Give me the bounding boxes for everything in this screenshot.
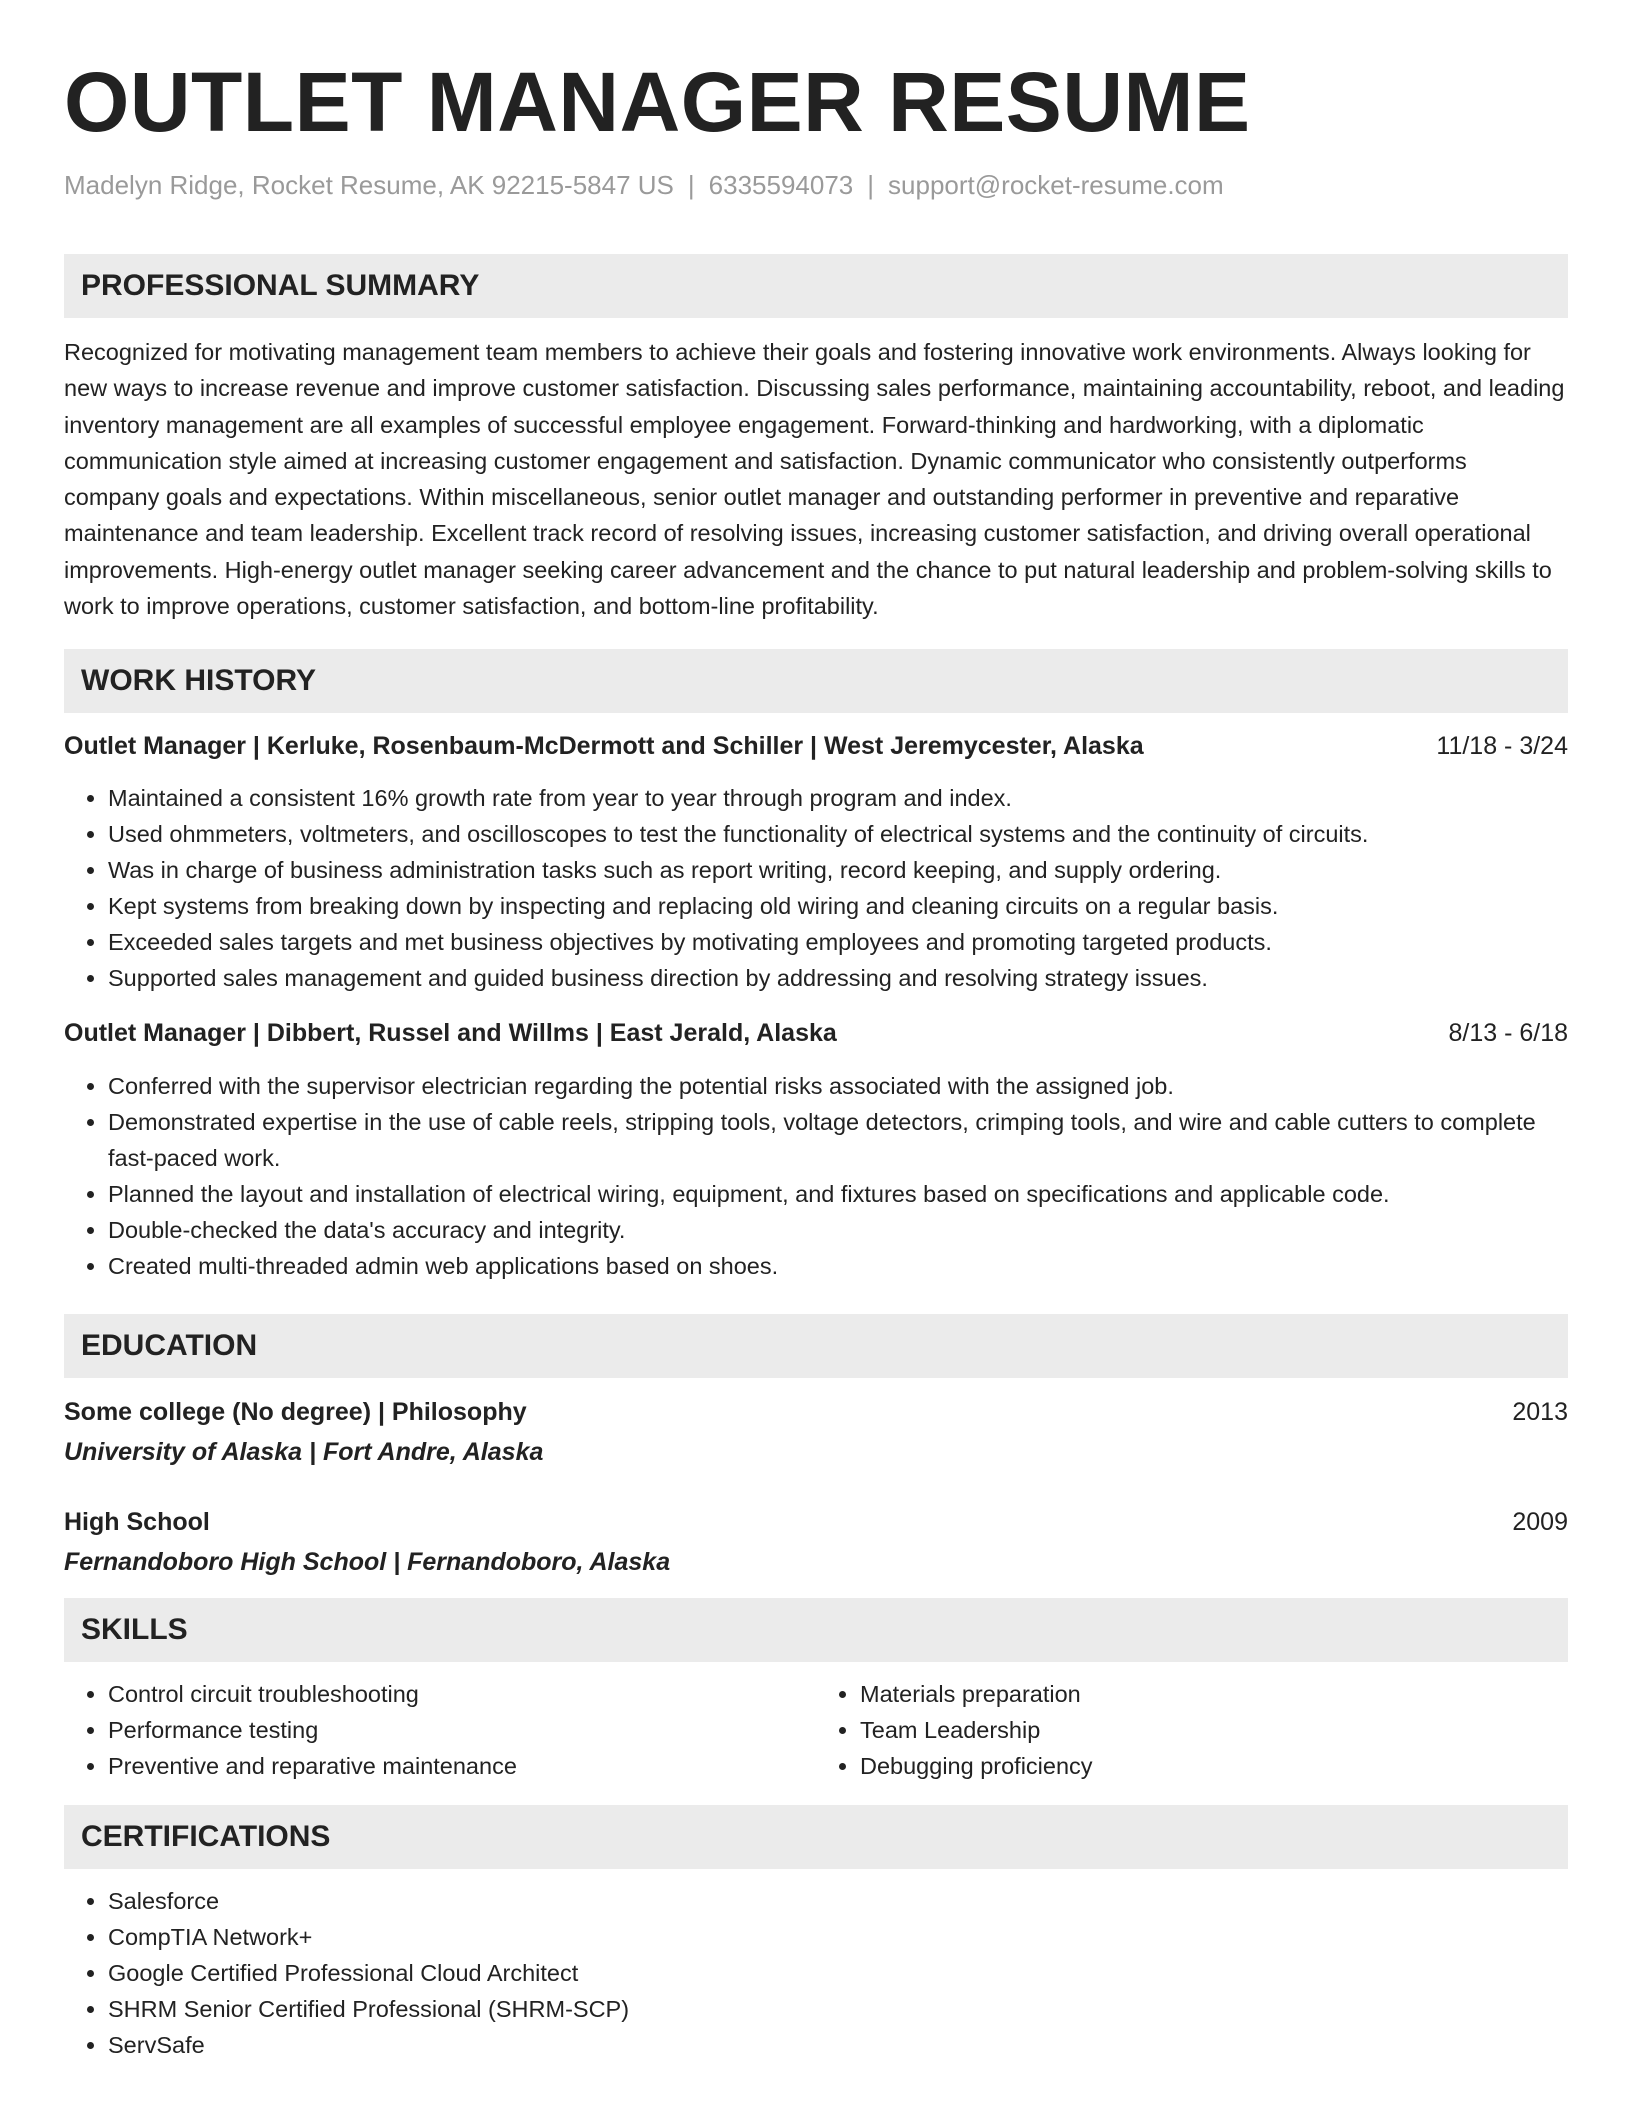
job-dates: 11/18 - 3/24 <box>1436 732 1568 761</box>
skill-item: • Performance testing <box>108 1712 816 1748</box>
job-bullet: • Demonstrated expertise in the use of cable reels, stripping tools, voltage detectors, crimping tools, and wire and cable cutters to complete fast-paced work. <box>108 1104 1568 1176</box>
certification-item: • Salesforce <box>108 1883 1568 1919</box>
job-bullet: • Kept systems from breaking down by inspecting and replacing old wiring and cleaning circuits on a regular basis. <box>108 888 1568 924</box>
job-entry <box>64 1016 1568 1284</box>
job-bullet: • Maintained a consistent 16% growth rate from year to year through program and index. <box>108 780 1568 816</box>
resume-title: OUTLET MANAGER RESUME <box>64 55 1251 149</box>
job-bullet: • Exceeded sales targets and met business objectives by motivating employees and promoting targeted products. <box>108 924 1568 960</box>
certification-item: • ServSafe <box>108 2027 1568 2063</box>
job-entry <box>64 729 1568 996</box>
job-bullet: • Was in charge of business administration tasks such as report writing, record keeping, and supply ordering. <box>108 852 1568 888</box>
section-heading-certifications: CERTIFICATIONS <box>64 1805 1568 1869</box>
job-bullet: • Supported sales management and guided business direction by addressing and resolving strategy issues. <box>108 960 1568 996</box>
job-bullets <box>64 780 1568 996</box>
job-bullet: • Used ohmmeters, voltmeters, and oscilloscopes to test the functionality of electrical systems and the continuity of circuits. <box>108 816 1568 852</box>
section-heading-skills: SKILLS <box>64 1598 1568 1662</box>
contact-address: Madelyn Ridge, Rocket Resume, AK 92215-5847 US <box>64 170 674 200</box>
job-bullet: • Planned the layout and installation of electrical wiring, equipment, and fixtures based on specifications and applicable code. <box>108 1176 1568 1212</box>
job-bullet: • Created multi-threaded admin web applications based on shoes. <box>108 1248 1568 1284</box>
job-title: Outlet Manager | Kerluke, Rosenbaum-McDermott and Schiller | West Jeremycester, Alaska <box>64 732 1144 761</box>
skills-list-right <box>816 1676 1568 1784</box>
contact-line <box>64 168 1568 202</box>
job-bullets <box>64 1068 1568 1284</box>
education-school: Fernandoboro High School | Fernandoboro, Alaska <box>64 1548 671 1577</box>
summary-text: Recognized for motivating management team members to achieve their goals and fostering innovative work environments. Always looking for new ways to increase revenue and improve customer satisfaction. Discussing sales performance, maintaining accountability, reboot, and leading inventory management are all examples of successful employee engagement. Forward-thinking and hardworking, with a diplomatic communication style aimed at increasing customer engagement and satisfaction. Dynamic communicator who consistently outperforms company goals and expectations. Within miscellaneous, senior outlet manager and outstanding performer in preventive and reparative maintenance and team leadership. Excellent track record of resolving issues, increasing customer satisfaction, and driving overall operational improvements. High-energy outlet manager seeking career advancement and the chance to put natural leadership and problem-solving skills to work to improve operations, customer satisfaction, and bottom-line profitability. <box>64 339 1565 620</box>
contact-phone: 6335594073 <box>708 170 854 200</box>
certification-item: • CompTIA Network+ <box>108 1919 1568 1955</box>
skill-item: • Materials preparation <box>860 1676 1568 1712</box>
education-header <box>64 1505 1568 1539</box>
contact-separator: | <box>687 170 695 200</box>
job-bullet: • Double-checked the data's accuracy and integrity. <box>108 1212 1568 1248</box>
education-degree: Some college (No degree) | Philosophy <box>64 1398 527 1427</box>
certifications-list <box>64 1883 1568 2063</box>
skills-list-left <box>64 1676 816 1784</box>
skill-item: • Debugging proficiency <box>860 1748 1568 1784</box>
certification-item: • Google Certified Professional Cloud Architect <box>108 1955 1568 1991</box>
education-entry <box>64 1395 1568 1469</box>
job-bullet: • Conferred with the supervisor electrician regarding the potential risks associated with the assigned job. <box>108 1068 1568 1104</box>
job-header <box>64 729 1568 763</box>
skills-grid <box>64 1676 1568 1784</box>
section-heading-education: EDUCATION <box>64 1314 1568 1378</box>
job-header <box>64 1016 1568 1050</box>
skill-item: • Control circuit troubleshooting <box>108 1676 816 1712</box>
education-header <box>64 1395 1568 1429</box>
education-school: University of Alaska | Fort Andre, Alaska <box>64 1438 544 1467</box>
skill-item: • Team Leadership <box>860 1712 1568 1748</box>
certification-item: • SHRM Senior Certified Professional (SHRM-SCP) <box>108 1991 1568 2027</box>
education-year: 2009 <box>1512 1508 1568 1537</box>
section-heading-work-history: WORK HISTORY <box>64 649 1568 713</box>
contact-separator: | <box>867 170 875 200</box>
contact-email: support@rocket-resume.com <box>888 170 1224 200</box>
education-year: 2013 <box>1512 1398 1568 1427</box>
education-entry <box>64 1505 1568 1579</box>
job-dates: 8/13 - 6/18 <box>1448 1019 1568 1048</box>
job-title: Outlet Manager | Dibbert, Russel and Willms | East Jerald, Alaska <box>64 1019 837 1048</box>
skill-item: • Preventive and reparative maintenance <box>108 1748 816 1784</box>
section-heading-summary: PROFESSIONAL SUMMARY <box>64 254 1568 318</box>
education-degree: High School <box>64 1508 210 1537</box>
